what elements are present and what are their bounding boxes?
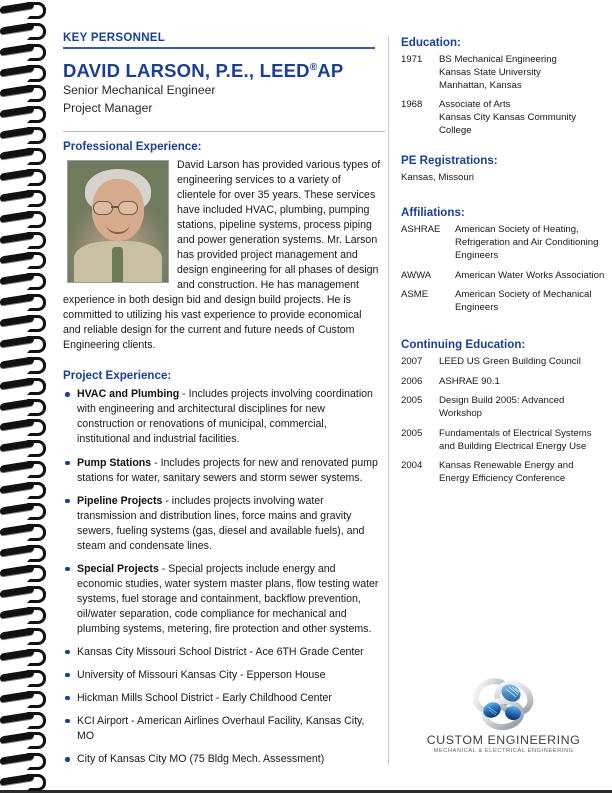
list-item [63,668,381,683]
list-item-lead: Pipeline Projects [77,494,163,507]
list-item [63,456,381,486]
binding-coil [0,607,42,618]
list-item [63,752,381,767]
list-item-lead: Pump Stations [77,456,152,469]
education-year: 1968 [401,99,423,111]
avatar [67,160,169,283]
list-item [63,387,381,447]
binding-coil [0,65,42,76]
list-item [63,562,381,637]
binding-coil [0,232,42,243]
affiliation-abbr: ASHRAE [401,224,441,236]
affiliation-abbr: ASME [401,289,429,301]
list-item-text: KCI Airport - American Airlines Overhaul Facility, Kansas City, MO [77,714,365,742]
binding-coil [0,712,42,723]
continuing-education-year: 2005 [401,427,423,439]
column-divider [388,36,389,765]
binding-coil [0,691,42,702]
education-detail-line: Kansas State University [439,66,541,78]
list-item-text: - Includes projects involving coordination with engineering and architectural disciplines for new construction or renovations of municipal, commercial, institutional and industrial facilities. [77,388,373,446]
binding-coil [0,315,42,326]
affiliation-name: American Water Works Association [455,269,605,281]
continuing-education-entry [401,460,606,486]
logo-company-name: CUSTOM ENGINEERING [426,733,581,747]
binding-coil [0,294,42,305]
spiral-binding [0,0,48,793]
right-column [401,0,606,493]
continuing-education-course: Fundamentals of Electrical Systems and Building Electrical Energy Use [439,427,592,452]
binding-coil [0,774,42,785]
education-entry [401,54,606,92]
binding-coil [0,440,42,451]
binding-coil [0,273,42,284]
person-title-line-1: Senior Mechanical Engineer [63,83,216,98]
binding-coil [0,524,42,535]
list-item [63,645,381,660]
professional-experience-heading: Professional Experience: [63,139,202,153]
binding-coil [0,378,42,389]
education-detail [439,99,606,137]
list-item-lead: Special Projects [77,562,159,575]
binding-coil [0,211,42,222]
education-detail-line: Manhattan, Kansas [439,79,522,91]
education-detail-line: BS Mechanical Engineering [439,54,557,65]
list-item [63,691,381,706]
continuing-education-course: LEED US Green Building Council [439,355,581,367]
affiliation-abbr: AWWA [401,269,432,281]
binding-coil [0,190,42,201]
continuing-education-year: 2006 [401,375,423,387]
education-detail-line: Associate of Arts [439,99,511,111]
binding-coil [0,649,42,660]
education-heading: Education: [401,36,461,49]
professional-experience-block [63,158,381,353]
list-item-text: City of Kansas City MO (75 Bldg Mech. Assessment) [77,753,325,766]
name-block-divider [63,131,385,132]
education-year: 1971 [401,54,423,65]
list-item-text: - Special projects include energy and economic studies, water system master plans, flow testing water systems, fuel storage and containment, backflow prevention, oil/water separation, code compliance for mechanical and plumbing systems, metering, fire protection and other systems. [77,562,379,635]
binding-coil [0,565,42,576]
binding-coil [0,23,42,34]
list-item [63,714,381,744]
binding-coil [0,252,42,263]
binding-coil [0,503,42,514]
list-item-text: - includes projects involving water transmission and distribution lines, force mains and gravity sewers, fueling systems (gas, diesel and available fuels), and steam and condensate lines. [77,494,365,552]
affiliation-name: American Society of Mechanical Engineers [455,289,592,314]
professional-experience-body: David Larson has provided various types of engineering services to a variety of clientele for over 35 years. These services have included HVAC, plumbing, pumping stations, pipeline systems, process piping and power generation systems. Mr. Larson has provided project management and design engineering for all phases of design and construction. He has management experience in both design bid and design build projects. He is committed to utilizing his vast experience to provide economical and reliable design for the current and future needs of Custom Engineering clients. [63,158,381,352]
continuing-education-course: Kansas Renewable Energy and Energy Efficiency Conference [439,460,574,485]
binding-coil [0,670,42,681]
education-list [401,54,606,138]
list-item [63,494,381,554]
continuing-education-heading: Continuing Education: [401,337,526,351]
continuing-education-entry [401,395,606,421]
person-name-main: DAVID LARSON, P.E., LEED [63,60,310,81]
education-detail [439,54,606,92]
continuing-education-list [401,356,606,486]
binding-coil [0,106,42,117]
binding-coil [0,586,42,597]
person-name [63,60,381,81]
project-experience-heading: Project Experience: [63,369,172,383]
binding-coil [0,399,42,410]
binding-coil [0,44,42,55]
binding-coil [0,2,42,13]
project-experience-list [63,387,381,767]
affiliations-heading: Affiliations: [401,206,465,220]
continuing-education-year: 2005 [401,395,423,407]
binding-coil [0,127,42,138]
pe-registrations-value: Kansas, Missouri [401,171,475,183]
list-item-lead: HVAC and Plumbing [77,388,180,401]
affiliation-entry [401,270,606,283]
pe-registrations-heading: PE Registrations: [401,153,498,167]
logo-tagline: MECHANICAL & ELECTRICAL ENGINEERING [433,748,574,754]
company-logo [401,676,606,754]
continuing-education-entry [401,376,606,389]
page-content [48,0,612,793]
list-item-text: Kansas City Missouri School District - Ace 6TH Grade Center [77,645,364,658]
binding-coil [0,419,42,430]
binding-coil [0,545,42,556]
binding-coil [0,85,42,96]
education-detail-line: Kansas City Kansas Community College [439,112,577,136]
binding-coil [0,169,42,180]
list-item-text: University of Missouri Kansas City - Epperson House [77,668,326,681]
affiliation-name: American Society of Heating, Refrigeration and Air Conditioning Engineers [455,224,599,261]
continuing-education-year: 2007 [401,355,423,367]
binding-coil [0,148,42,159]
custom-engineering-logo-icon [466,676,542,732]
education-entry [401,99,606,137]
binding-coil [0,732,42,743]
person-title-line-2: Project Manager [63,101,153,116]
person-name-suffix: AP [317,60,344,81]
continuing-education-year: 2004 [401,460,423,472]
kicker-underline [63,47,375,49]
binding-coil [0,336,42,347]
binding-coil [0,357,42,368]
binding-coil [0,753,42,764]
affiliation-entry [401,289,606,315]
list-item-text: Hickman Mills School District - Early Childhood Center [77,691,332,704]
binding-coil [0,482,42,493]
continuing-education-entry [401,356,606,369]
affiliations-list [401,224,606,315]
registered-mark-icon: ® [309,61,318,73]
affiliation-entry [401,224,606,262]
continuing-education-course: ASHRAE 90.1 [439,375,500,387]
list-item-text: - Includes projects for new and renovated pump stations for water, sanitary sewers and storm sewer systems. [77,456,378,484]
binding-coil [0,461,42,472]
document-kicker: KEY PERSONNEL [63,32,166,44]
continuing-education-entry [401,428,606,454]
continuing-education-course: Design Build 2005: Advanced Workshop [439,395,565,420]
left-column [63,0,381,775]
binding-coil [0,628,42,639]
